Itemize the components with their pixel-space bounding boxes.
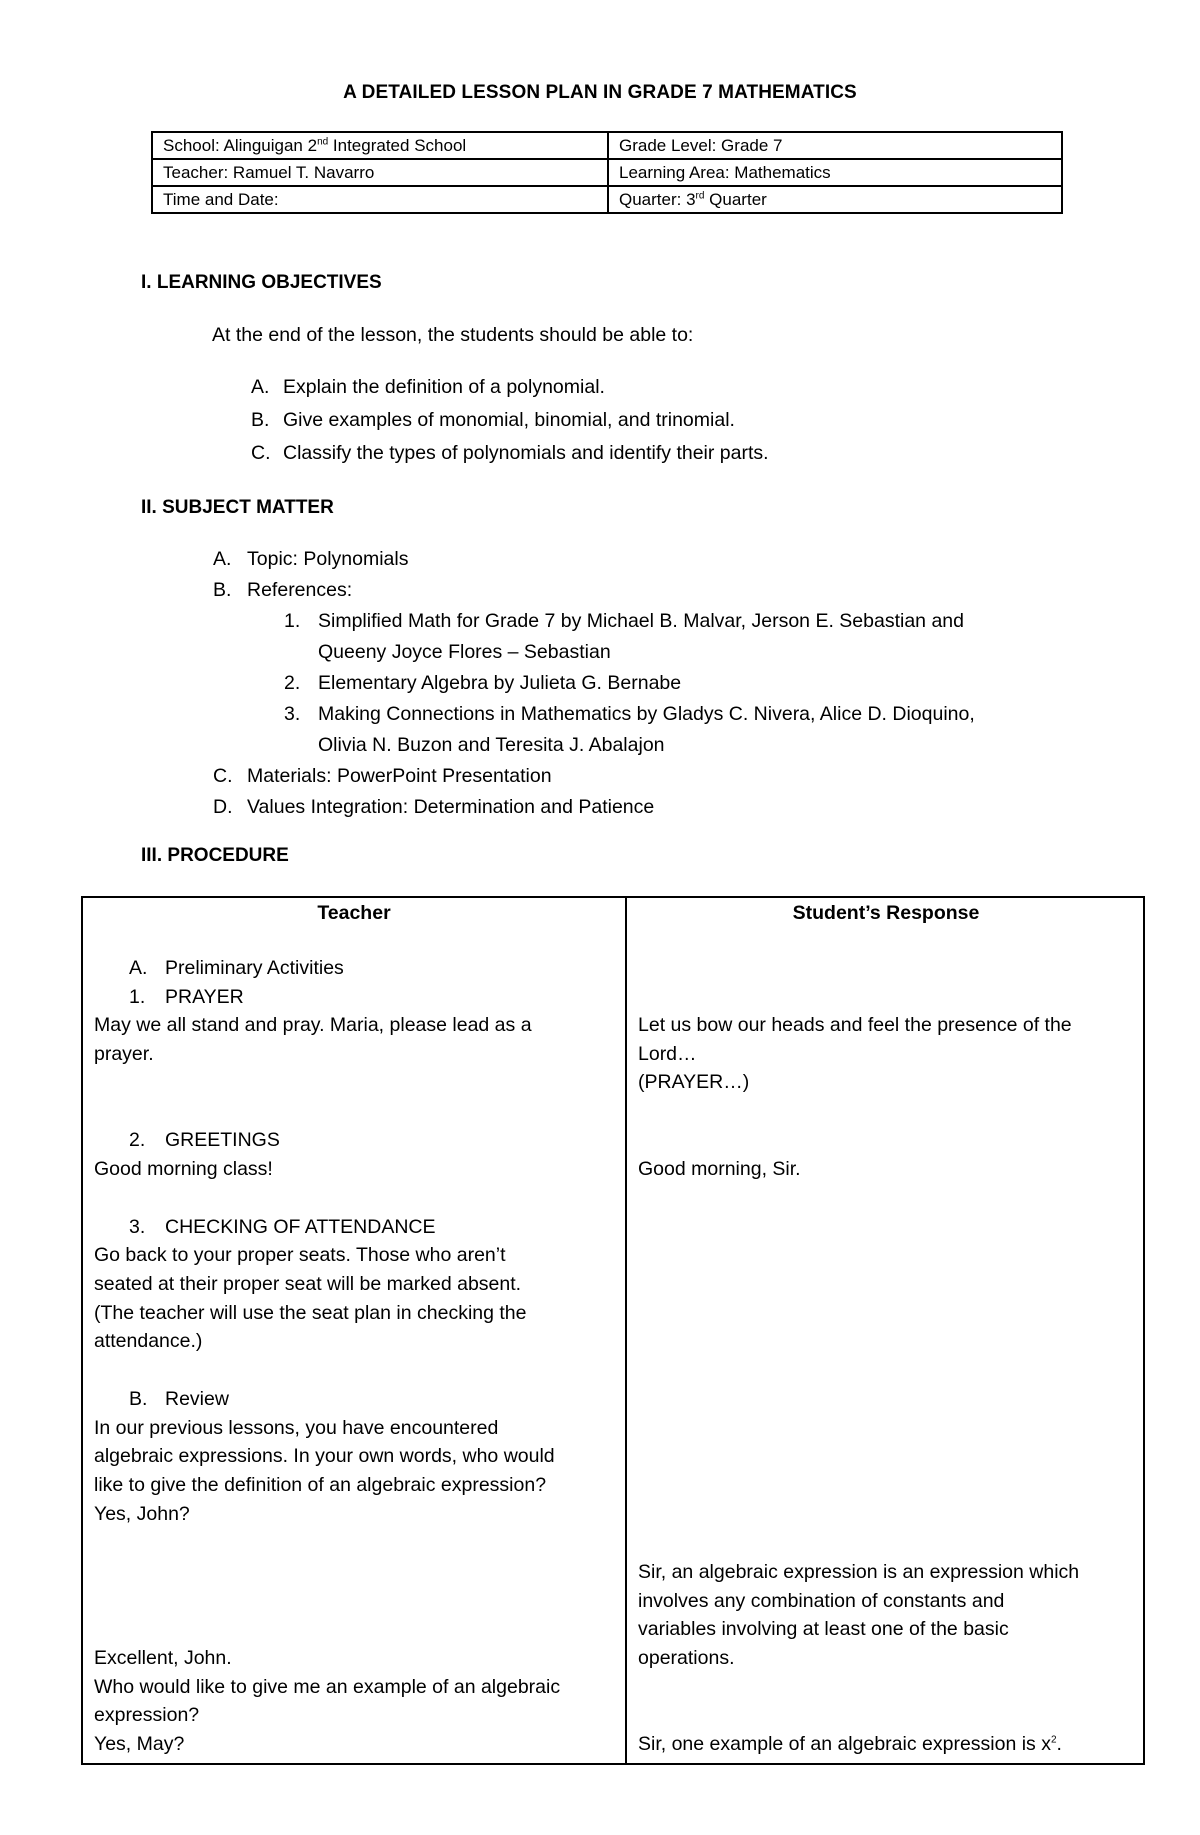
objective-item: Classify the types of polynomials and identify their parts. — [283, 442, 769, 464]
reference-item-continued: Queeny Joyce Flores – Sebastian — [318, 641, 611, 663]
step-marker: 1. — [129, 986, 146, 1008]
reference-marker: 1. — [284, 610, 301, 632]
reference-item: Making Connections in Mathematics by Gladys C. Nivera, Alice D. Dioquino, — [318, 703, 975, 725]
teacher-line: attendance.) — [94, 1330, 203, 1352]
values-marker: D. — [213, 796, 233, 818]
document-title: A DETAILED LESSON PLAN IN GRADE 7 MATHEMATICS — [343, 82, 857, 103]
teacher-column-header: Teacher — [317, 902, 391, 924]
prayer-label: PRAYER — [165, 986, 244, 1008]
quarter-text: Quarter: 3 — [619, 190, 696, 209]
student-line: involves any combination of constants and — [638, 1590, 1005, 1612]
objectives-intro: At the end of the lesson, the students should be able to: — [212, 324, 694, 346]
grade-level-cell: Grade Level: Grade 7 — [608, 132, 1062, 159]
materials-marker: C. — [213, 765, 233, 787]
student-line: Good morning, Sir. — [638, 1158, 801, 1180]
teacher-line: Yes, May? — [94, 1733, 185, 1755]
objective-marker: B. — [251, 409, 270, 431]
procedure-row — [82, 897, 1144, 1764]
student-column — [626, 897, 1144, 1764]
time-date-cell: Time and Date: — [152, 186, 608, 213]
student-line: variables involving at least one of the basic — [638, 1618, 1009, 1640]
reference-marker: 3. — [284, 703, 301, 725]
teacher-line: Go back to your proper seats. Those who aren’t — [94, 1244, 506, 1266]
procedure-table — [81, 896, 1145, 1765]
reference-item: Elementary Algebra by Julieta G. Bernabe — [318, 672, 682, 694]
student-line: Let us bow our heads and feel the presence of the — [638, 1014, 1072, 1036]
student-line — [638, 1730, 1062, 1759]
reference-item: Simplified Math for Grade 7 by Michael B. Malvar, Jerson E. Sebastian and — [318, 610, 964, 632]
attendance-label: CHECKING OF ATTENDANCE — [165, 1216, 436, 1238]
student-example-period: . — [1056, 1733, 1062, 1755]
teacher-line: Who would like to give me an example of an algebraic — [94, 1676, 561, 1698]
step-marker: 2. — [129, 1129, 146, 1151]
learning-area-cell: Learning Area: Mathematics — [608, 159, 1062, 186]
references-label: References: — [247, 579, 353, 601]
subject-matter-heading: II. SUBJECT MATTER — [141, 497, 334, 518]
section-marker: A. — [129, 957, 148, 979]
teacher-line: prayer. — [94, 1043, 154, 1065]
values-text: Values Integration: Determination and Patience — [247, 796, 655, 818]
info-row — [152, 159, 1062, 186]
teacher-line: algebraic expressions. In your own words, who would — [94, 1445, 555, 1467]
quarter-superscript: rd — [695, 190, 705, 202]
objective-marker: A. — [251, 376, 270, 398]
student-line: Lord… — [638, 1043, 697, 1065]
school-superscript: nd — [317, 136, 329, 148]
teacher-line: In our previous lessons, you have encountered — [94, 1417, 499, 1439]
procedure-heading: III. PROCEDURE — [141, 845, 289, 866]
greetings-label: GREETINGS — [165, 1129, 280, 1151]
teacher-column — [82, 897, 626, 1764]
info-row — [152, 132, 1062, 159]
student-line: operations. — [638, 1647, 735, 1669]
section-marker: B. — [129, 1388, 148, 1410]
student-column-header: Student’s Response — [792, 902, 980, 924]
objectives-heading: I. LEARNING OBJECTIVES — [141, 272, 382, 293]
quarter-text-suffix: Quarter — [704, 190, 767, 209]
school-text: School: Alinguigan 2 — [163, 136, 318, 155]
teacher-line: May we all stand and pray. Maria, please lead as a — [94, 1014, 532, 1036]
topic-marker: A. — [213, 548, 232, 570]
objective-item: Explain the definition of a polynomial. — [283, 376, 605, 398]
quarter-cell — [608, 186, 1062, 213]
reference-marker: 2. — [284, 672, 301, 694]
objective-item: Give examples of monomial, binomial, and trinomial. — [283, 409, 735, 431]
topic-text: Topic: Polynomials — [247, 548, 409, 570]
materials-text: Materials: PowerPoint Presentation — [247, 765, 552, 787]
exponent: 2 — [1050, 1734, 1057, 1746]
info-row — [152, 186, 1062, 213]
teacher-line: Excellent, John. — [94, 1647, 232, 1669]
teacher-line: Yes, John? — [94, 1503, 190, 1525]
step-marker: 3. — [129, 1216, 146, 1238]
teacher-line: expression? — [94, 1704, 200, 1726]
review-label: Review — [165, 1388, 229, 1410]
reference-item-continued: Olivia N. Buzon and Teresita J. Abalajon — [318, 734, 665, 756]
school-cell — [152, 132, 608, 159]
info-table — [151, 131, 1063, 214]
objective-marker: C. — [251, 442, 271, 464]
preliminary-activities-label: Preliminary Activities — [165, 957, 344, 979]
student-line: (PRAYER…) — [638, 1071, 750, 1093]
school-text-suffix: Integrated School — [328, 136, 467, 155]
teacher-cell: Teacher: Ramuel T. Navarro — [152, 159, 608, 186]
teacher-line: seated at their proper seat will be marked absent. — [94, 1273, 522, 1295]
teacher-line: Good morning class! — [94, 1158, 273, 1180]
references-marker: B. — [213, 579, 232, 601]
teacher-line: like to give the definition of an algebraic expression? — [94, 1474, 547, 1496]
student-example-text: Sir, one example of an algebraic expression is x — [638, 1733, 1051, 1755]
teacher-line: (The teacher will use the seat plan in checking the — [94, 1302, 527, 1324]
student-line: Sir, an algebraic expression is an expression which — [638, 1561, 1080, 1583]
